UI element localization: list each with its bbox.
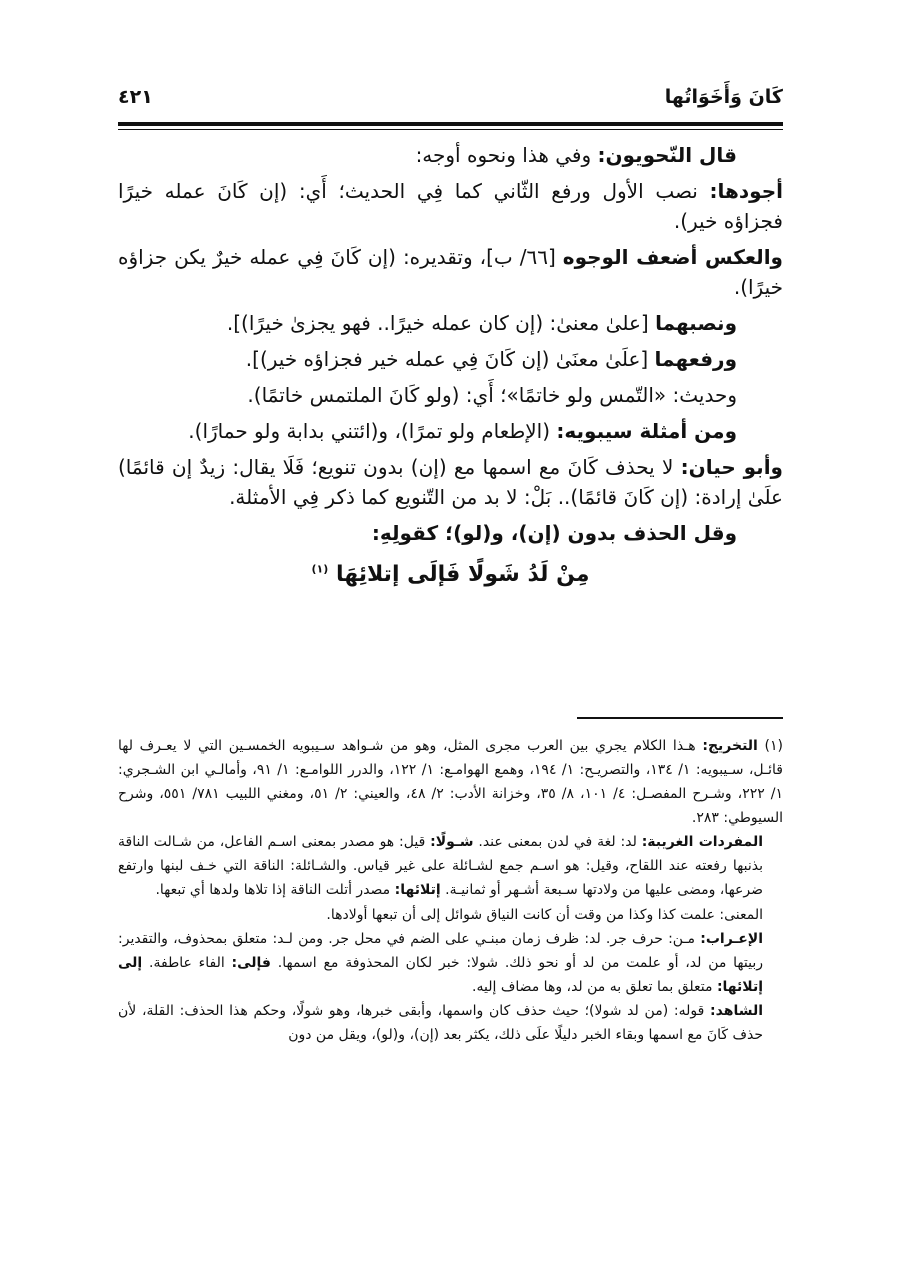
footnote-label: فإلى: [231,954,271,971]
footnote-label: المفردات الغريبة: [641,834,763,851]
paragraph-text: [علىٰ معنىٰ: (إن كان عمله خيرًا.. فهو يجزىٰ خيرًا)]. [226,311,656,335]
header-rule-thick [118,122,783,126]
footnote-text: قيل: هو مصدر بمعنى اسـم الفاعل، من شـالت الناقة بذنبها رفعته عند اللقاح، وقيل: هو اسـم جمع لشـائلة على غير قياس. والشـائلة: الناقة التي خـف لبنها وارتفع ضرعها، ومضى عليها من ولادتها سـبعة أشـهر أو ثمانيـة. [118,834,763,899]
footnote-label: إتلائها: [394,882,441,899]
paragraph [118,518,783,548]
footnote-text: لد: لغة في لدن بمعنى عند. [473,834,642,851]
footnotes [118,734,783,1047]
footnote-text: مـن: حرف جر. لد: ظرف زمان مبنـي على الضم في محل جر. ومن لـد: متعلق بمحذوف، والتقدير: ربيتها من لد، أو علمت من لد أو نحو ذلك. شولا: خبر لكان المحذوفة مع اسمها. [118,930,763,971]
paragraph-label: والعكس أضعف الوجوه [562,245,783,269]
paragraph [118,380,783,410]
footnote [118,927,783,999]
paragraph-text: (الإطعام ولو تمرًا)، و(ائتني بدابة ولو حمارًا). [188,419,557,443]
paragraph [118,452,783,512]
verse-text: مِنْ لَدُ شَولًا فَإلَى إتلائِهَا [335,562,590,587]
paragraph [118,242,783,302]
footnote-label: الإعـراب: [700,930,763,947]
paragraph-text: [٦٦/ ب]، وتقديره: (إن كَانَ فِي عمله خيرٌ يكن جزاؤه خيرًا). [118,245,783,299]
paragraph-text: وفي هذا ونحوه أوجه: [415,143,598,167]
paragraph [118,176,783,236]
footnote [118,999,783,1047]
main-text [118,140,783,591]
paragraph-text: نصب الأول ورفع الثّاني كما فِي الحديث؛ أَي: (إن كَانَ عمله خيرًا فجزاؤه خير). [118,179,783,233]
footnote-label: شـولًا: [430,834,474,851]
paragraph-label: أجودها: [709,179,783,203]
footnote-number: (١) [764,738,784,754]
paragraph-text: [علَىٰ معنَىٰ (إن كَانَ فِي عمله خير فجزاؤه خير)]. [245,347,655,371]
paragraph-text: وحديث: «التّمس ولو خاتمًا»؛ أَي: (ولو كَانَ الملتمس خاتمًا). [247,383,737,407]
footnote-text: المعنى: علمت كذا وكذا من وقت أن كانت النياق شوائل إلى أن تبعها أولادها. [326,906,763,923]
chapter-title: كَانَ وَأَخَوَاتُها [664,86,783,108]
footnote-label: الشاهد: [710,1002,763,1019]
paragraph-label: وأبو حيان: [680,455,783,479]
header-rule-thin [118,129,783,130]
running-header [118,86,783,118]
paragraph-label: وقل الحذف بدون (إن)، و(لو)؛ كقولِهِ: [371,521,737,545]
footnote-text: متعلق بما تعلق به من لد، وها مضاف إليه. [472,978,717,995]
paragraph [118,344,783,374]
footnote [118,734,783,830]
footnote-label: التخريج: [702,738,758,754]
paragraph [118,140,783,170]
paragraph [118,416,783,446]
footnote-text: هـذا الكلام يجري بين العرب مجرى المثل، وهو من شـواهد سـيبويه الخمسـين التي لا يعـرف لها قائـل، سـيبويه: ١/ ١٣٤، والتصريـح: ١/ ١٩٤، وهمع الهوامـع: ١/ ١٢٢، والدرر اللوامـع: ١/ ٩١، وأمالـي ابن الشـجري: ١/ ٢٢٢، وشـرح المفصـل: ٤/ ١٠١، ٨/ ٣٥، وخزانة الأدب: ٢/ ٤٨، والعيني: ٢/ ٥١، ومغني اللبيب ٧٨١/ ٥٥١، وشرح السيوطي: ٢٨٣. [118,738,784,827]
footnote-label: إلى إتلائها: [118,954,763,995]
paragraph-label: ومن أمثلة سيبويه: [556,419,737,443]
footnote [118,830,783,902]
footnote-ref[interactable]: (١) [311,562,329,576]
footnote-text: قوله: (من لد شولا)؛ حيث حذف كان واسمها، وأبقى خبرها، وهو شولًا، وحكم هذا الحذف: القلة، لأن حذف كَانَ مع اسمها وبقاء الخبر دليلًا علَى ذلك، يكثر بعد (إن)، و(لو)، ويقل من دون [118,1002,763,1043]
paragraph-label: قال النّحويون: [597,143,737,167]
footnote-separator [577,717,783,719]
page-number: ٤٢١ [118,86,153,108]
footnote-text: مصدر أتلت الناقة إذا تلاها ولدها أي تبعها. [155,882,395,899]
paragraph [118,308,783,338]
poetry-verse [118,558,783,591]
footnote-text: الفاء عاطفة. [142,954,232,971]
footnote [118,903,783,927]
paragraph-text: لا يحذف كَانَ مع اسمها مع (إن) بدون تنويع؛ فَلَا يقال: زيدٌ إن قائمًا) علَىٰ إرادة: (إن كَانَ قائمًا).. بَلْ: لا بد من التّنويع كما ذكر فِي الأمثلة. [118,455,783,509]
paragraph-label: ورفعهما [654,347,737,371]
paragraph-label: ونصبهما [655,311,737,335]
